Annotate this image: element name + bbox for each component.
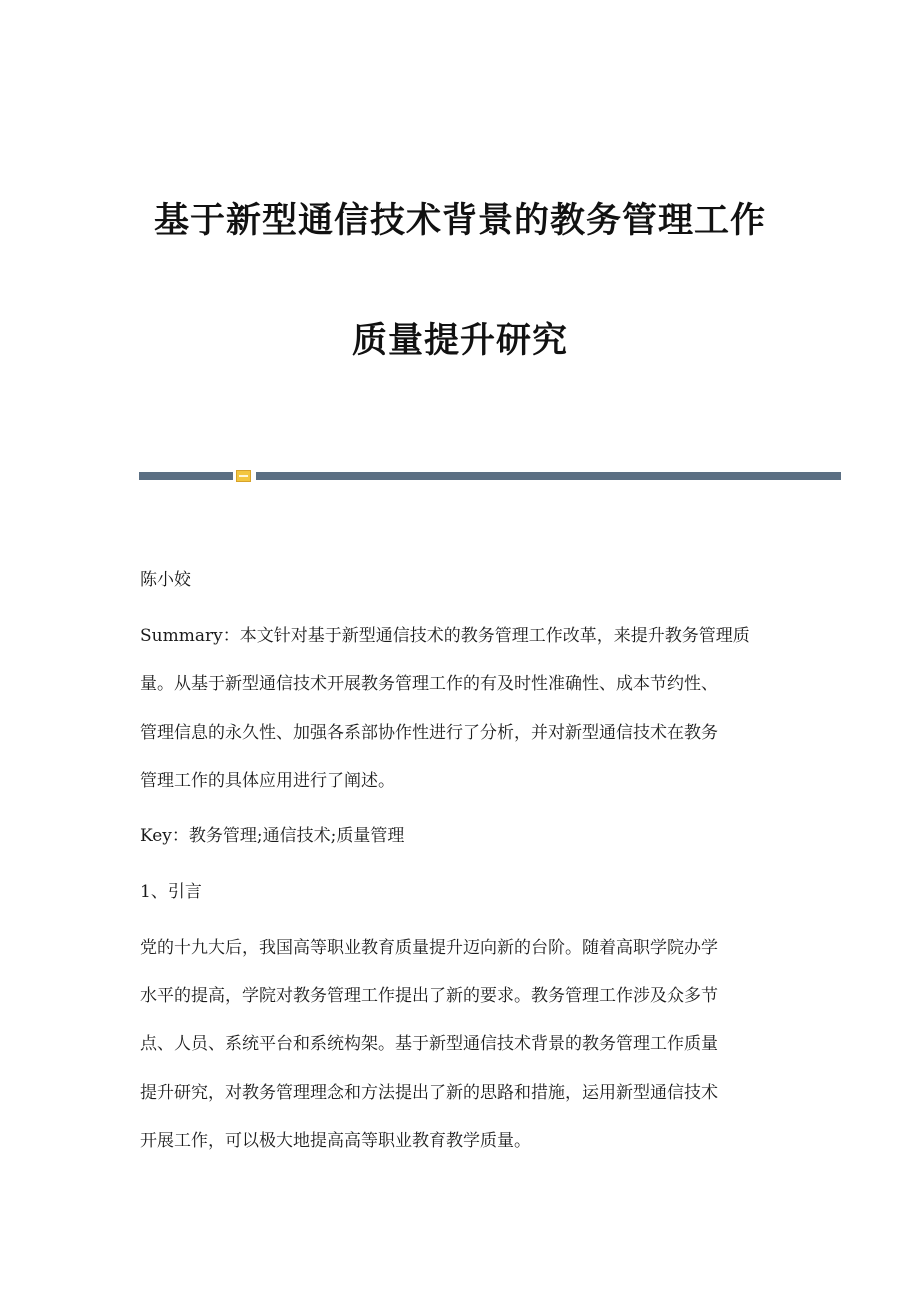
paragraph-line: 提升研究，对教务管理理念和方法提出了新的思路和措施，运用新型通信技术: [140, 1083, 718, 1103]
summary-line: 管理信息的永久性、加强各系部协作性进行了分析，并对新型通信技术在教务: [140, 723, 718, 743]
summary-line: 管理工作的具体应用进行了阐述。: [140, 771, 395, 791]
keywords: Key：教务管理;通信技术;质量管理: [140, 826, 405, 846]
divider-bar-left: [139, 472, 233, 480]
section-heading: 1、引言: [140, 882, 202, 902]
summary-line: Summary：本文针对基于新型通信技术的教务管理工作改革，来提升教务管理质: [140, 626, 750, 646]
paragraph-line: 开展工作，可以极大地提高高等职业教育教学质量。: [140, 1131, 531, 1151]
summary-line: 量。从基于新型通信技术开展教务管理工作的有及时性准确性、成本节约性、: [140, 674, 718, 694]
paragraph-line: 点、人员、系统平台和系统构架。基于新型通信技术背景的教务管理工作质量: [140, 1034, 718, 1054]
author-name: 陈小姣: [140, 570, 191, 590]
title-line-2: 质量提升研究: [351, 320, 568, 361]
title-line-1: 基于新型通信技术背景的教务管理工作: [153, 200, 766, 241]
title-divider: [139, 470, 841, 482]
divider-bar-right: [256, 472, 841, 480]
divider-badge-icon: [236, 470, 251, 482]
paragraph-line: 党的十九大后，我国高等职业教育质量提升迈向新的台阶。随着高职学院办学: [140, 938, 718, 958]
paragraph-line: 水平的提高，学院对教务管理工作提出了新的要求。教务管理工作涉及众多节: [140, 986, 718, 1006]
